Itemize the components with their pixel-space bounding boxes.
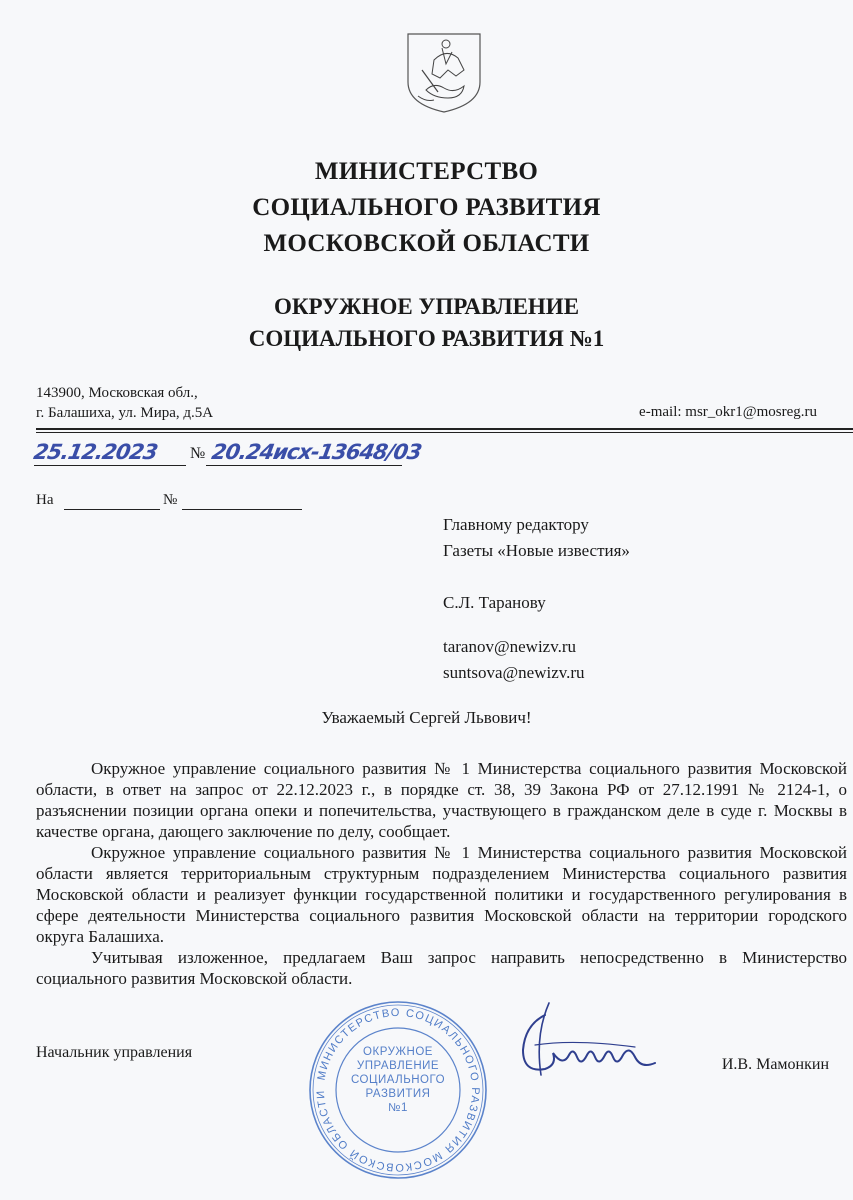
header-divider-thin [36,432,853,433]
handwritten-signature [505,995,665,1090]
recipient-emails [443,634,585,686]
recipient-email: suntsova@newizv.ru [443,663,585,682]
body-paragraph: Учитывая изложенное, предлагаем Ваш запрос направить непосредственно в Министерство социального развития Московской области. [36,948,847,988]
sender-email: e-mail: msr_okr1@mosreg.ru [639,404,817,420]
postal-address [36,383,213,423]
ministry-line: МОСКОВСКОЙ ОБЛАСТИ [263,230,590,257]
reply-date-blank [64,509,160,510]
number-underline [206,465,402,466]
body-paragraph: Окружное управление социального развития № 1 Министерства социального развития Московской области является территориальным структурным подразделением Министерства социального развития Московской области и реализует функции государственной политики и государственного регулирования в сфере деятельности Министерства социального развития Московской области на территории городского округа Балашиха. [36,843,847,946]
stamp-line: СОЦИАЛЬНОГО [350,1074,446,1086]
recipient-line: Главному редактору [443,515,589,534]
department-line: ОКРУЖНОЕ УПРАВЛЕНИЕ [273,294,580,319]
greeting: Уважаемый Сергей Львович! [321,708,532,727]
ministry-line: СОЦИАЛЬНОГО РАЗВИТИЯ [252,194,601,221]
reply-number-blank [182,509,302,510]
signer-title: Начальник управления [36,1044,193,1061]
stamp-line: УПРАВЛЕНИЕ [356,1060,440,1072]
ministry-line: МИНИСТЕРСТВО [314,158,539,185]
stamp-line: №1 [388,1102,408,1114]
coat-of-arms-icon [404,30,484,114]
handwritten-reg-number: 20.24исх-13648/03 [209,440,423,464]
stamp-ring-text: МИНИСТЕРСТВО СОЦИАЛЬНОГО РАЗВИТИЯ МОСКОВСКОЙ ОБЛАСТИ [314,1006,482,1174]
recipient-name: С.Л. Таранову [443,593,546,612]
department-line: СОЦИАЛЬНОГО РАЗВИТИЯ №1 [248,326,605,351]
number-sign: № [190,445,206,462]
signer-name: И.В. Мамонкин [721,1056,829,1073]
department-title [0,291,853,355]
handwritten-date: 25.12.2023 [31,440,159,464]
date-underline [34,465,186,466]
ministry-title [0,154,853,262]
reply-to-label: На [36,492,54,508]
recipient-email: taranov@newizv.ru [443,637,577,656]
recipient-line: Газеты «Новые известия» [443,541,630,560]
stamp-line: ОКРУЖНОЕ [363,1046,433,1058]
header-divider [36,428,853,430]
address-line: г. Балашиха, ул. Мира, д.5А [36,405,214,421]
address-line: 143900, Московская обл., [36,385,198,401]
reply-number-sign: № [163,492,178,508]
letter-body [36,758,847,989]
body-paragraph: Окружное управление социального развития № 1 Министерства социального развития Московской области, в ответ на запрос от 22.12.2023 г., в порядке ст. 38, 39 Закона РФ от 27.12.1991 № 2124-1, о разъяснении позиции органа опеки и попечительства, участвующего в гражданском деле в суде г. Москвы в качестве органа, дающего заключение по делу, сообщает. [36,759,847,841]
recipient-title [443,512,630,564]
stamp-center-text [306,1045,490,1115]
stamp-line: РАЗВИТИЯ [365,1088,431,1100]
